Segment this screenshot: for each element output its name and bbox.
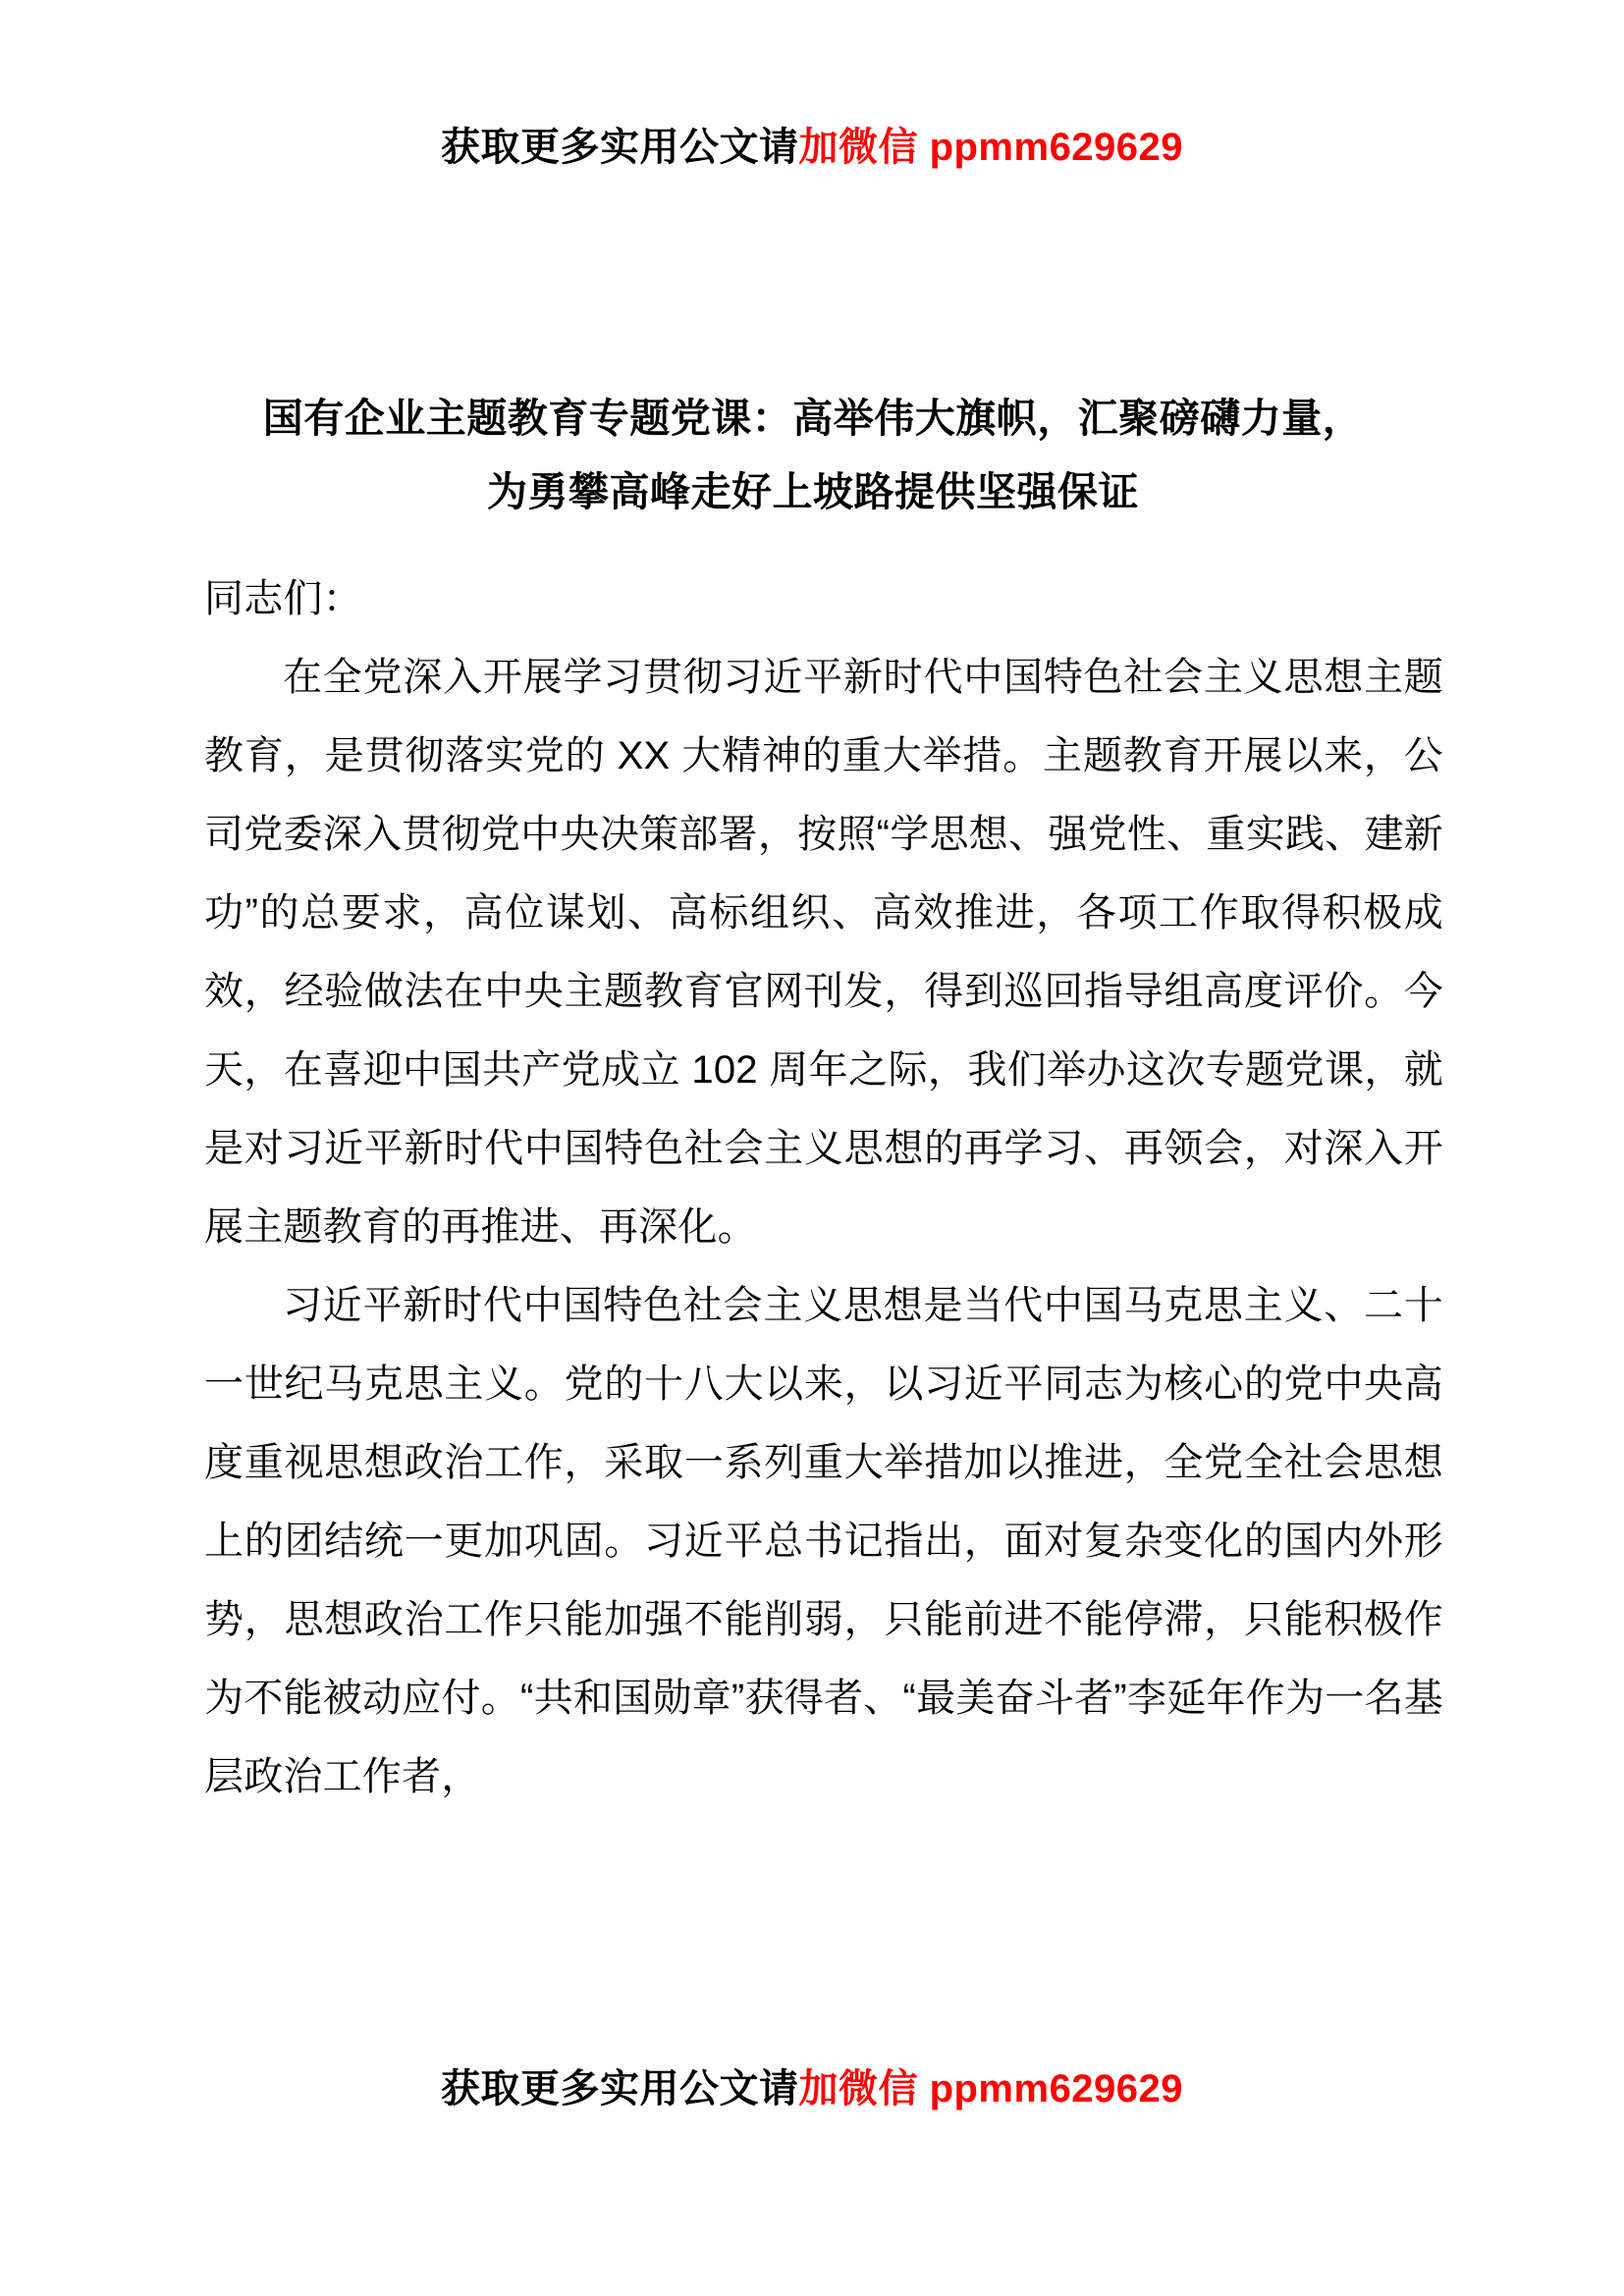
document-title-line-2: 为勇攀高峰走好上坡路提供坚强保证 xyxy=(487,469,1139,515)
document-body xyxy=(204,560,1443,1816)
watermark-header-black-text: 获取更多实用公文请 xyxy=(440,126,799,169)
watermark-footer xyxy=(0,2057,1624,2113)
watermark-footer-red-text: 加微信 ppmm629629 xyxy=(798,2067,1184,2110)
document-title xyxy=(175,382,1451,529)
body-paragraph-1: 在全党深入开展学习贯彻习近平新时代中国特色社会主义思想主题教育，是贯彻落实党的 XX 大精神的重大举措。主题教育开展以来，公司党委深入贯彻党中央决策部署，按照“学思想、强党性、重实践、建新功”的总要求，高位谋划、高标组织、高效推进，各项工作取得积极成效，经验做法在中央主题教育官网刊发，得到巡回指导组高度评价。今天，在喜迎中国共产党成立 102 周年之际，我们举办这次专题党课，就是对习近平新时代中国特色社会主义思想的再学习、再领会，对深入开展主题教育的再推进、再深化。 xyxy=(204,656,1443,1249)
document-title-line-1: 国有企业主题教育专题党课：高举伟大旗帜，汇聚磅礴力量， xyxy=(262,396,1364,442)
watermark-footer-black-text: 获取更多实用公文请 xyxy=(440,2067,799,2110)
watermark-header-red-text: 加微信 ppmm629629 xyxy=(798,126,1184,169)
salutation: 同志们： xyxy=(204,577,362,620)
body-paragraph-2: 习近平新时代中国特色社会主义思想是当代中国马克思主义、二十一世纪马克思主义。党的十八大以来，以习近平同志为核心的党中央高度重视思想政治工作，采取一系列重大举措加以推进，全党全社会思想上的团结统一更加巩固。习近平总书记指出，面对复杂变化的国内外形势，思想政治工作只能加强不能削弱，只能前进不能停滞，只能积极作为不能被动应付。“共和国勋章”获得者、“最美奋斗者”李延年作为一名基层政治工作者， xyxy=(204,1284,1443,1798)
watermark-header xyxy=(0,116,1624,172)
